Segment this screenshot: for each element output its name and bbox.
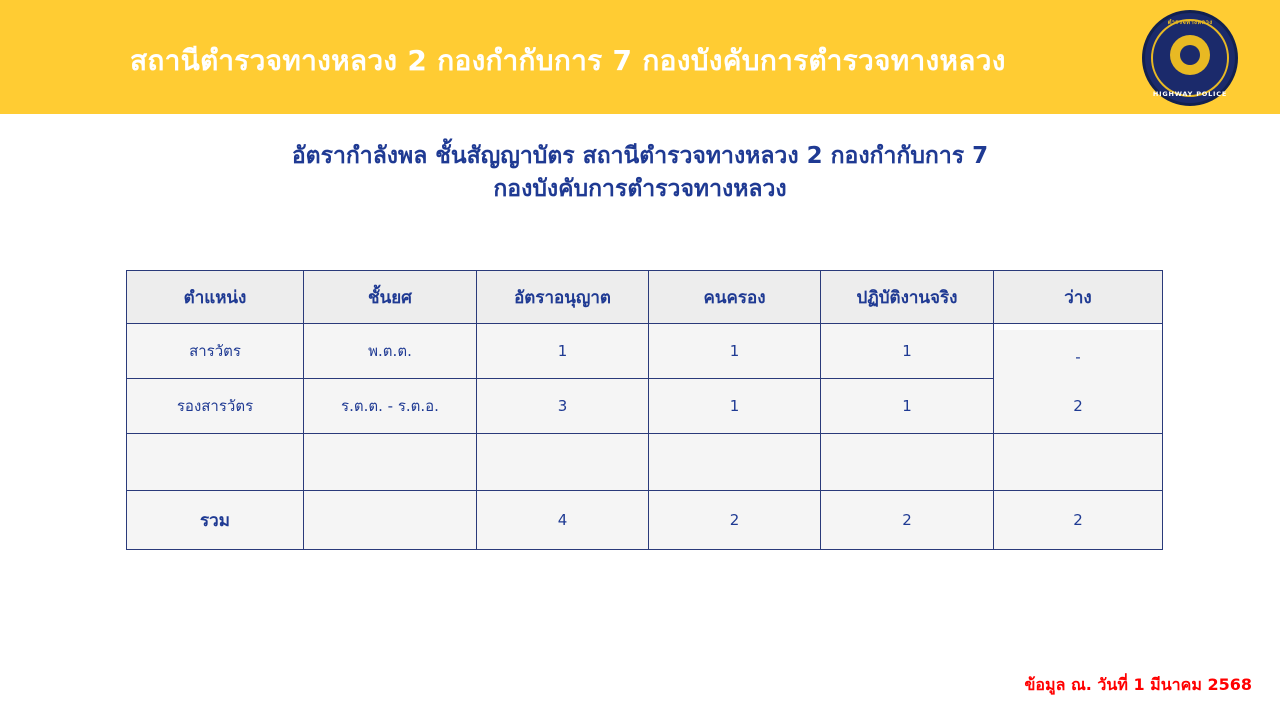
cell-rank: ร.ต.ต. - ร.ต.อ. (304, 379, 477, 434)
cell-total-actual: 2 (821, 491, 994, 550)
page-title: สถานีตำรวจทางหลวง 2 กองกำกับการ 7 กองบังคับการตำรวจทางหลวง (130, 44, 1006, 77)
table-header (127, 271, 1163, 324)
cell-rank (304, 434, 477, 491)
cell-authorized: 3 (477, 379, 649, 434)
cell-actual: 1 (821, 324, 994, 379)
slide-heading-line-2: กองบังคับการตำรวจทางหลวง (493, 176, 787, 203)
staffing-table-container (126, 270, 1156, 550)
cell-actual (821, 434, 994, 491)
cell-vacant (994, 434, 1163, 491)
table-header-row (127, 271, 1163, 324)
cell-position (127, 434, 304, 491)
column-header-vacant: ว่าง (994, 271, 1163, 324)
column-header-rank: ชั้นยศ (304, 271, 477, 324)
cell-vacant: 2 (994, 379, 1163, 434)
table-total-row (127, 491, 1163, 550)
cell-authorized: 1 (477, 324, 649, 379)
table-row (127, 379, 1163, 434)
cell-total-label: รวม (127, 491, 304, 550)
cell-total-authorized: 4 (477, 491, 649, 550)
badge-emblem-icon (1170, 35, 1210, 75)
table-body (127, 324, 1163, 550)
badge-top-label: ตำรวจทางหลวง (1167, 19, 1213, 26)
column-header-actual: ปฏิบัติงานจริง (821, 271, 994, 324)
cell-total-vacant: 2 (994, 491, 1163, 550)
table-row (127, 434, 1163, 491)
cell-position: รองสารวัตร (127, 379, 304, 434)
cell-held (649, 434, 821, 491)
cell-actual: 1 (821, 379, 994, 434)
header-banner (0, 0, 1280, 114)
column-header-position: ตำแหน่ง (127, 271, 304, 324)
staffing-table (126, 270, 1163, 550)
column-header-authorized: อัตราอนุญาต (477, 271, 649, 324)
cell-position: สารวัตร (127, 324, 304, 379)
cell-total-held: 2 (649, 491, 821, 550)
data-as-of-note: ข้อมูล ณ. วันที่ 1 มีนาคม 2568 (1024, 675, 1252, 694)
highway-police-badge-icon (1142, 10, 1238, 106)
badge-bottom-label: HIGHWAY POLICE (1152, 90, 1228, 98)
cell-held: 1 (649, 379, 821, 434)
cell-authorized (477, 434, 649, 491)
cell-rank: พ.ต.ต. (304, 324, 477, 379)
table-row (127, 324, 1163, 379)
slide-heading (140, 140, 1140, 207)
slide-heading-line-1: อัตรากำลังพล ชั้นสัญญาบัตร สถานีตำรวจทางหลวง 2 กองกำกับการ 7 (291, 143, 989, 169)
column-header-held: คนครอง (649, 271, 821, 324)
cell-total-rank (304, 491, 477, 550)
cell-held: 1 (649, 324, 821, 379)
cell-vacant: - (994, 330, 1163, 385)
